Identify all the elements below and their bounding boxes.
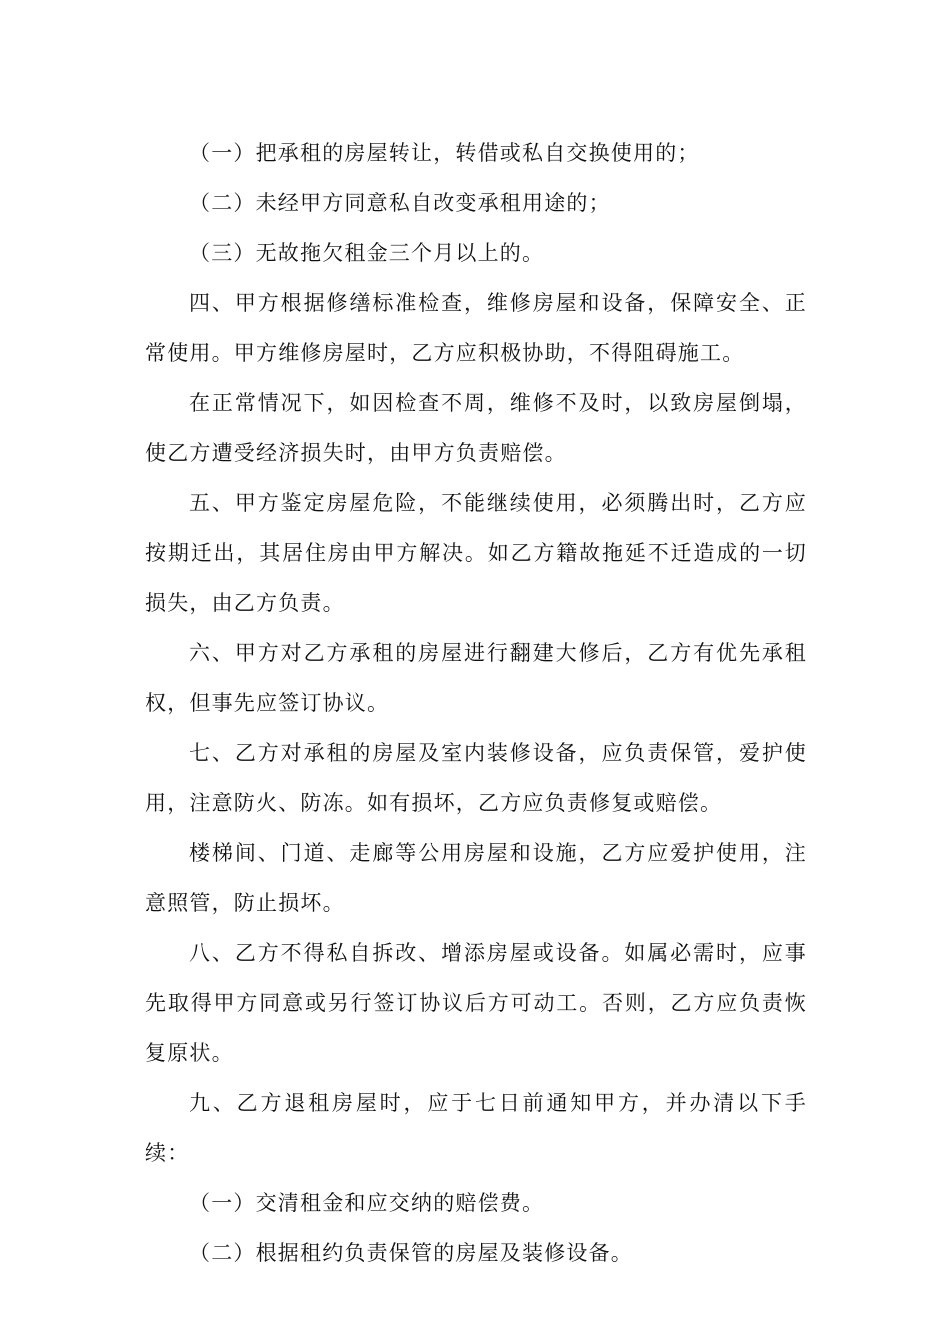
paragraph-article-7: 七、乙方对承租的房屋及室内装修设备，应负责保管，爱护使用，注意防火、防冻。如有损坏，乙方应负责修复或赔偿。: [145, 741, 807, 815]
paragraph-article-6: 六、甲方对乙方承租的房屋进行翻建大修后，乙方有优先承租权，但事先应签订协议。: [145, 641, 807, 715]
paragraph-article-9: 九、乙方退租房屋时，应于七日前通知甲方，并办清以下手续：: [145, 1091, 807, 1165]
paragraph-clause-1: （一）把承租的房屋转让，转借或私自交换使用的；: [189, 141, 700, 165]
paragraph-article-8: 八、乙方不得私自拆改、增添房屋或设备。如属必需时，应事先取得甲方同意或另行签订协议后方可动工。否则，乙方应负责恢复原状。: [145, 941, 807, 1065]
paragraph-article-9-item-2: （二）根据租约负责保管的房屋及装修设备。: [189, 1241, 633, 1265]
paragraph-clause-2: （二）未经甲方同意私自改变承租用途的；: [189, 191, 611, 215]
paragraph-article-9-item-1: （一）交清租金和应交纳的赔偿费。: [189, 1191, 545, 1215]
paragraph-article-7-note: 楼梯间、门道、走廊等公用房屋和设施，乙方应爱护使用，注意照管，防止损坏。: [145, 841, 807, 915]
paragraph-article-4: 四、甲方根据修缮标准检查，维修房屋和设备，保障安全、正常使用。甲方维修房屋时，乙方应积极协助，不得阻碍施工。: [145, 291, 807, 365]
paragraph-clause-3: （三）无故拖欠租金三个月以上的。: [189, 241, 545, 265]
paragraph-article-5: 五、甲方鉴定房屋危险，不能继续使用，必须腾出时，乙方应按期迁出，其居住房由甲方解决。如乙方籍故拖延不迁造成的一切损失，由乙方负责。: [145, 491, 807, 615]
paragraph-article-4-note: 在正常情况下，如因检查不周，维修不及时，以致房屋倒塌，使乙方遭受经济损失时，由甲方负责赔偿。: [145, 391, 807, 465]
document-body: [145, 128, 807, 1278]
